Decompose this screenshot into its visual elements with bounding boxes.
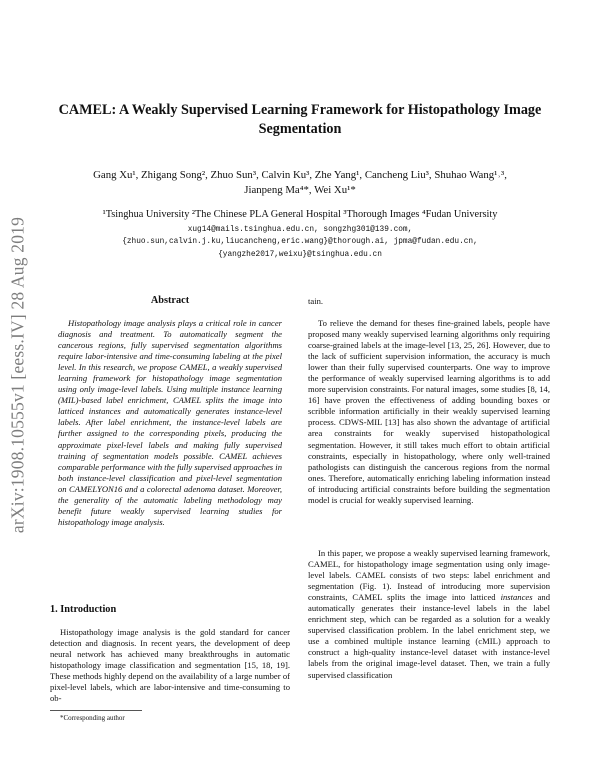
section-heading-introduction: 1. Introduction [50, 604, 117, 615]
para2-emphasis: instances [500, 592, 533, 603]
author-line-1: Gang Xu¹, Zhigang Song², Zhuo Sun³, Calvin Ku³, Zhe Yang¹, Cancheng Liu³, Shuhao Wang¹˒³, [93, 169, 507, 181]
right-column-paragraph-1: To relieve the demand for theses fine-grained labels, people have proposed many weakly supervised learning algorithms only requiring coarse-grained labels at the image-level [13, 25, 26]. However, due to the lack of sufficient supervision information, the accuracy is much lower than their fully supervised counterparts. One way to improve the performance of weakly supervised learning algorithms is to add more supervision constraints. For natural images, some studies [8, 14, 16] have proven the effectiveness of adding bounding boxes or scribble information artificially in their weakly supervised learning process. CDWS-MIL [13] has also shown the advantage of artificial area constraints for weakly supervised histopathological segmentation. However, it still takes much effort to obtain artificial constraints, especially in histopathology, where only well-trained pathologists can distinguish the cancerous regions from the normal ones. Therefore, automatically enriching labeling information instead of introducing artificial constraints before building the segmentation model is crucial for weakly supervised learning. [308, 318, 550, 505]
arxiv-stamp-text: arXiv:1908.10555v1 [eess.IV] 28 Aug 2019 [7, 216, 28, 534]
email-line: xug14@mails.tsinghua.edu.cn, songzhg301@139.com, [187, 226, 413, 234]
email-list [40, 224, 560, 261]
email-line: {yangzhe2017,weixu}@tsinghua.edu.cn [218, 250, 382, 259]
footnote-rule [50, 710, 142, 711]
author-list [60, 168, 540, 198]
paper-title: CAMEL: A Weakly Supervised Learning Framework for Histopathology Image Segmentation [58, 102, 542, 137]
intro-paragraph: Histopathology image analysis is the gold standard for cancer detection and diagnosis. In recent years, the development of deep neural network has achieved many breakthroughs in automatic histopathology image classification and segmentation [15, 18, 19]. These methods highly depend on the availability of a large number of pixel-level labels, which are labor-intensive and time-consuming to ob- [50, 627, 290, 704]
footnote: *Corresponding author [60, 714, 125, 722]
affiliations: ¹Tsinghua University ²The Chinese PLA General Hospital ³Thorough Images ⁴Fudan University [102, 209, 498, 220]
email-line: {zhuo.sun,calvin.j.ku,liucancheng,eric.wang}@thorough.ai, jpma@fudan.edu.cn, [122, 238, 478, 247]
author-line-2: Jianpeng Ma⁴*, Wei Xu¹* [244, 184, 356, 196]
abstract-heading: Abstract [150, 295, 190, 306]
abstract-text: Histopathology image analysis plays a critical role in cancer diagnosis and treatment. To automatically segment the cancerous regions, fully supervised segmentation algorithms require labor-intensive and time-consuming labeling at the pixel level. In this research, we propose CAMEL, a weakly supervised learning framework for histopathology image segmentation using only image-level labels. Using multiple instance learning (MIL)-based label enrichment, CAMEL splits the image into latticed instances and automatically generates instance-level labels. After label enrichment, the instance-level labels are further assigned to the corresponding pixels, producing the approximate pixel-level labels and making fully supervised training of segmentation models possible. CAMEL achieves comparable performance with the fully supervised approaches in both instance-level classification and pixel-level segmentation on CAMELYON16 and a colorectal adenoma dataset. Moreover, the generality of the automatic labeling methodology may benefit future weakly supervised learning studies for histopathology image analysis. [58, 318, 282, 527]
right-column-continuation: tain. [308, 296, 324, 306]
arxiv-stamp [6, 175, 30, 575]
right-column-paragraph-2 [308, 548, 550, 681]
para2-text-a: In this paper, we propose a weakly supervised learning framework, CAMEL, for histopathology image segmentation using only image-level labels. CAMEL consists of two steps: label enrichment and segmentation (Fig. 1). Instead of introducing more supervision constraints, CAMEL splits the image into latticed [308, 548, 550, 603]
para2-text-b: and automatically generates their instance-level labels in the label enrichment step, which can be regarded as a solution for a weakly supervised classification problem. In the label enrichment step, we use a combined multiple instance learning (cMIL) approach to construct a high-quality instance-level dataset with instance-level labels from the original image-level dataset. Then, we train a fully supervised classification [308, 592, 551, 680]
